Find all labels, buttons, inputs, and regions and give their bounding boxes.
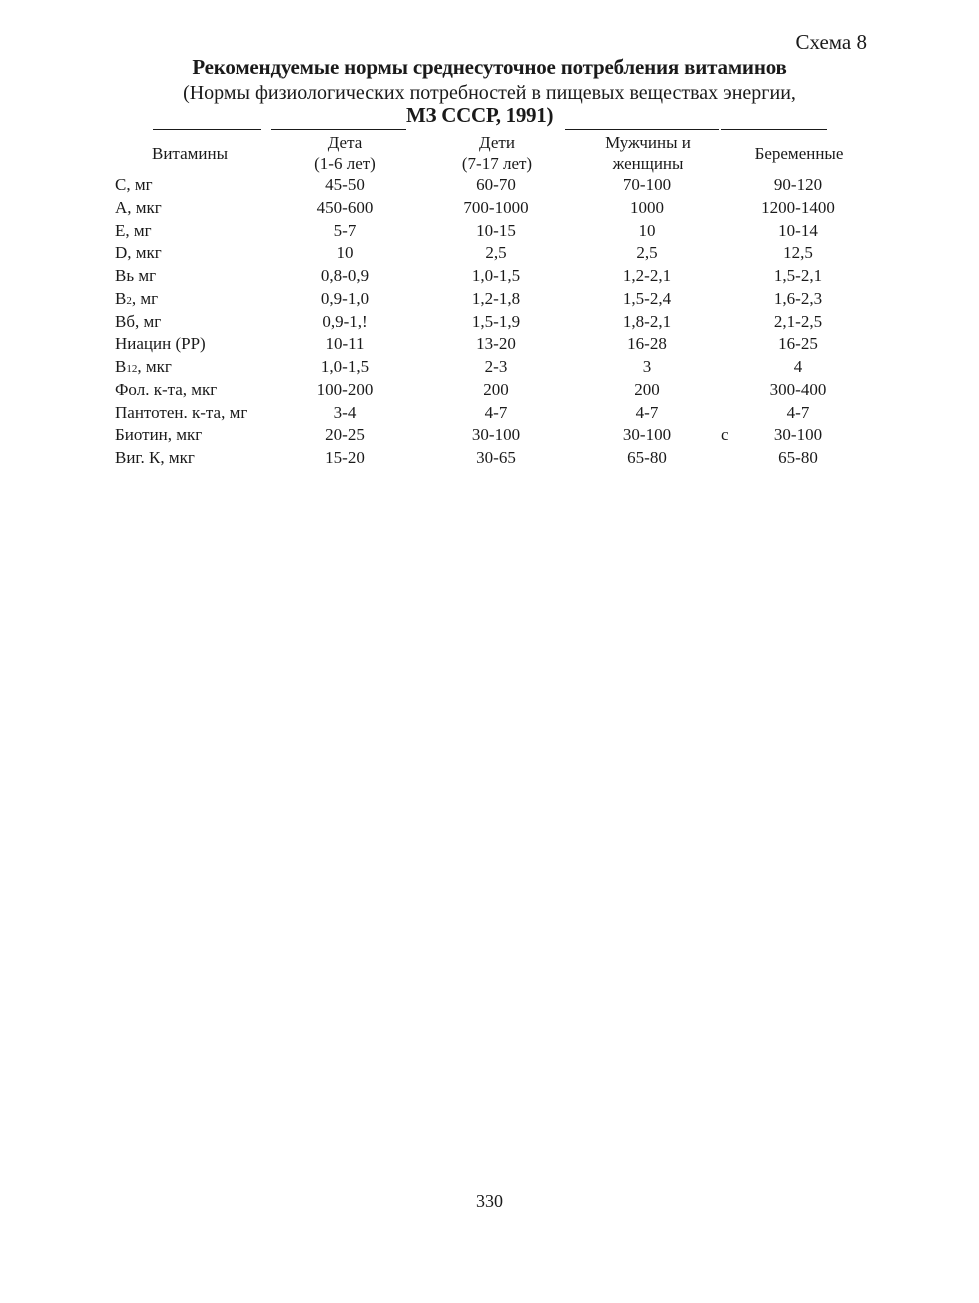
- cell-kids: 0,8-0,9: [320, 266, 370, 285]
- cell-kids: 0,9-1,0: [320, 288, 370, 308]
- vitamin-unit: , мг: [131, 288, 159, 308]
- cell-teens: 10-15: [476, 220, 516, 240]
- header-vitamins: Витамины: [152, 144, 228, 163]
- cell-adults: 4-7: [635, 402, 659, 422]
- underline-segment: [153, 129, 261, 130]
- cell-kids: 100-200: [316, 379, 374, 399]
- cell-teens: 1,0-1,5: [471, 266, 521, 285]
- cell-kids: 10-11: [325, 334, 365, 354]
- header-teens-line1: Дети: [479, 133, 515, 152]
- vitamin-unit: , мкг: [137, 357, 172, 376]
- cell-vitamin-name: Е, мг: [115, 220, 152, 240]
- cell-teens: 1,2-1,8: [471, 288, 521, 308]
- cell-vitamin-name: [115, 289, 158, 309]
- underline-segment: [565, 129, 719, 130]
- cell-adults: 10: [638, 220, 656, 240]
- cell-pregnant: 10-14: [778, 220, 818, 240]
- cell-adults: 1,2-2,1: [622, 266, 672, 285]
- cell-pregnant: 2,1-2,5: [773, 311, 823, 331]
- underline-segment: [271, 129, 406, 130]
- cell-kids: 1,0-1,5: [320, 357, 370, 376]
- cell-vitamin-name: Виг. К, мкг: [115, 448, 195, 467]
- cell-pregnant: 4: [793, 357, 803, 376]
- cell-kids: 3-4: [333, 402, 357, 422]
- stray-mark: с: [721, 425, 729, 445]
- source-citation: МЗ СССР, 1991): [406, 103, 554, 127]
- cell-adults: 65-80: [627, 448, 667, 467]
- header-adults-line2: женщины: [612, 154, 684, 173]
- cell-pregnant: 1,5-2,1: [773, 266, 823, 285]
- header-kids-line1: Дета: [327, 133, 363, 152]
- cell-vitamin-name: D, мкг: [115, 243, 162, 263]
- cell-kids: 10: [336, 243, 354, 263]
- header-adults: [588, 132, 708, 174]
- cell-adults: 3: [642, 357, 652, 376]
- scheme-label: Схема 8: [795, 30, 867, 54]
- cell-adults: 1,5-2,4: [622, 288, 672, 308]
- cell-vitamin-name: Вб, мг: [115, 311, 162, 331]
- header-pregnant: Беременные: [754, 144, 844, 163]
- header-teens: [437, 132, 557, 174]
- cell-pregnant: 1200-1400: [761, 197, 835, 217]
- cell-kids: 15-20: [325, 448, 365, 467]
- cell-teens: 700-1000: [463, 197, 529, 217]
- vitamin-subscript: 12: [126, 363, 138, 375]
- cell-teens: 13-20: [476, 334, 516, 354]
- header-teens-line2: (7-17 лет): [461, 154, 533, 173]
- page-title: Рекомендуемые нормы среднесуточное потребления витаминов: [192, 55, 787, 79]
- cell-vitamin-name: Вь мг: [115, 266, 157, 285]
- cell-vitamin-name: С, мг: [115, 175, 153, 194]
- cell-teens: 1,5-1,9: [471, 311, 521, 331]
- cell-pregnant: 90-120: [773, 175, 823, 194]
- cell-adults: 30-100: [622, 425, 672, 445]
- cell-teens: 60-70: [476, 175, 516, 194]
- vitamin-subscript: 2: [126, 294, 132, 307]
- cell-kids: 20-25: [325, 425, 365, 445]
- cell-pregnant: 30-100: [773, 425, 823, 445]
- vitamin-letter: В: [115, 288, 127, 308]
- cell-kids: 45-50: [325, 175, 365, 194]
- cell-vitamin-name: [115, 357, 172, 377]
- cell-vitamin-name: Пантотен. к-та, мг: [115, 402, 248, 422]
- source-line: [153, 104, 827, 130]
- cell-adults: 70-100: [622, 175, 672, 194]
- cell-kids: 0,9-1,!: [322, 311, 368, 331]
- cell-pregnant: 4-7: [786, 402, 810, 422]
- cell-pregnant: 1,6-2,3: [773, 288, 823, 308]
- header-kids: [290, 132, 400, 174]
- cell-teens: 2-3: [484, 357, 508, 376]
- page-number: 330: [476, 1191, 503, 1211]
- cell-teens: 30-65: [476, 448, 516, 467]
- cell-pregnant: 65-80: [778, 448, 818, 467]
- cell-vitamin-name: А, мкг: [115, 197, 162, 217]
- cell-teens: 2,5: [485, 243, 507, 263]
- cell-vitamin-name: Ниацин (РР): [115, 334, 206, 354]
- cell-teens: 200: [483, 379, 509, 399]
- header-kids-line2: (1-6 лет): [314, 154, 376, 173]
- cell-adults: 1,8-2,1: [622, 311, 672, 331]
- cell-vitamin-name: Биотин, мкг: [115, 425, 203, 445]
- cell-teens: 4-7: [484, 402, 508, 422]
- cell-adults: 1000: [630, 197, 664, 217]
- cell-adults: 16-28: [627, 334, 667, 354]
- page-subtitle: (Нормы физиологических потребностей в пищевых веществах энергии,: [183, 82, 796, 104]
- cell-pregnant: 12,5: [783, 243, 813, 263]
- header-adults-line1: Мужчины и: [605, 133, 691, 152]
- cell-kids: 450-600: [316, 197, 374, 217]
- vitamin-letter: В: [115, 357, 127, 376]
- cell-pregnant: 300-400: [769, 379, 827, 399]
- cell-adults: 2,5: [636, 243, 658, 263]
- cell-adults: 200: [634, 379, 660, 399]
- cell-pregnant: 16-25: [778, 334, 818, 354]
- cell-kids: 5-7: [333, 220, 357, 240]
- underline-segment: [721, 129, 827, 130]
- cell-vitamin-name: Фол. к-та, мкг: [115, 379, 218, 399]
- cell-teens: 30-100: [471, 425, 521, 445]
